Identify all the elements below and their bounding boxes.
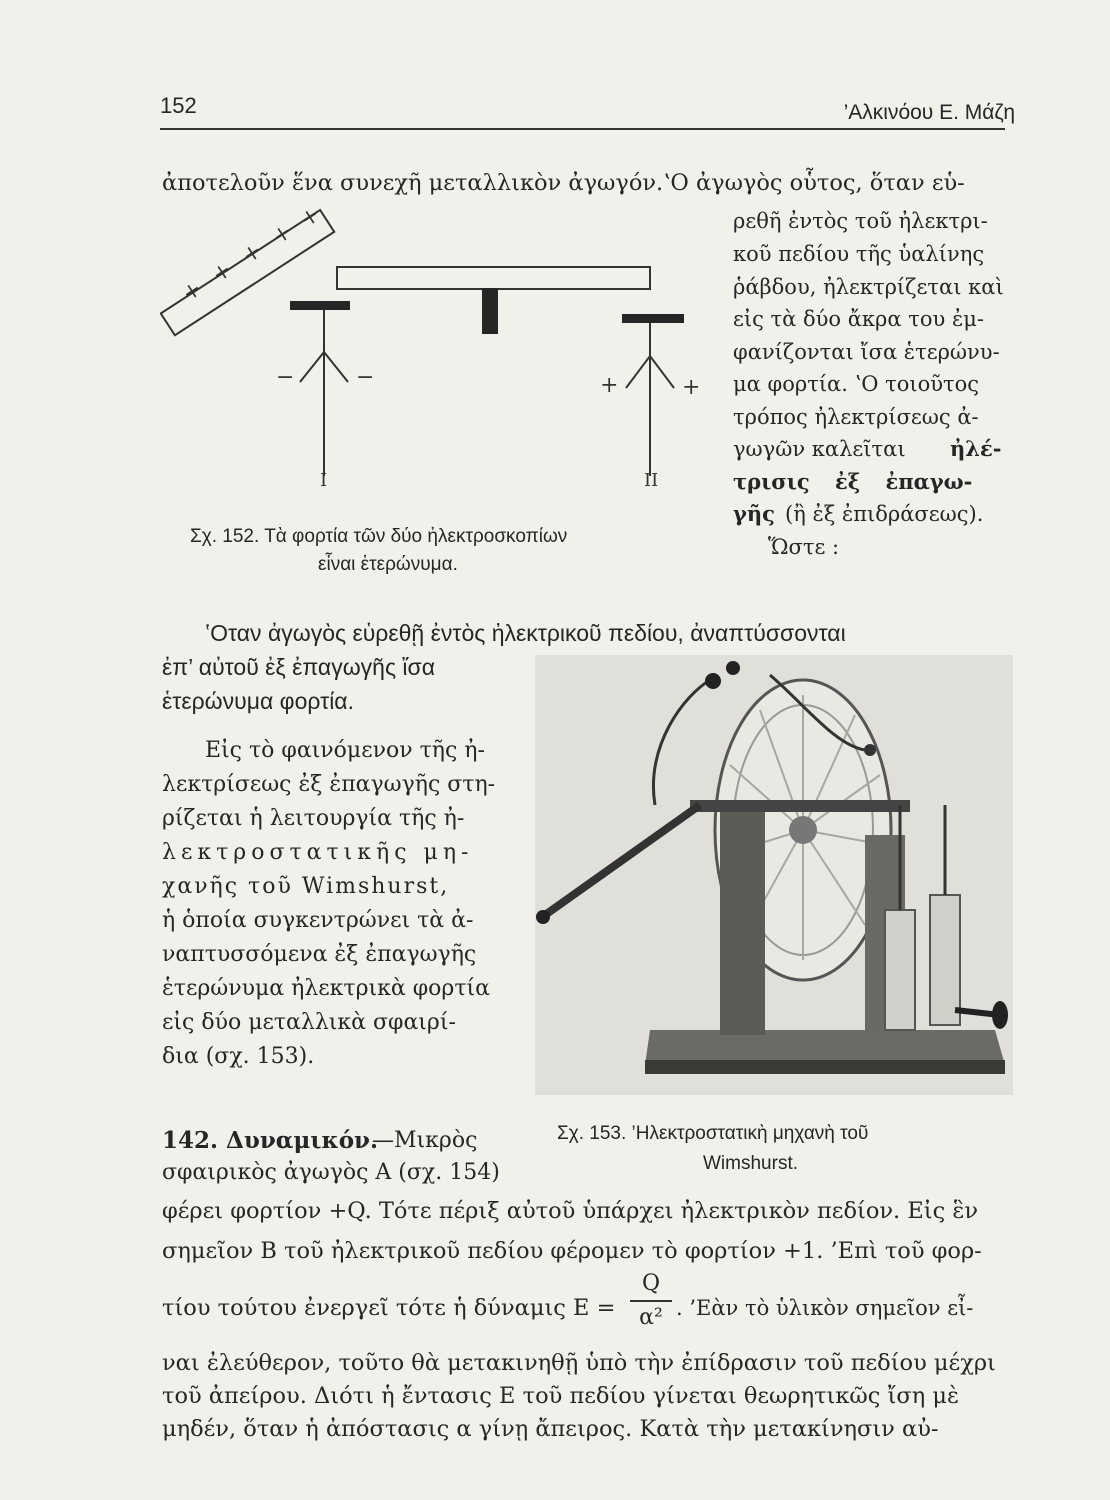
term-bold: γῆς [733,501,775,526]
section-line: σφαιρικὸς ἀγωγὸς Α (σχ. 154) [162,1160,500,1185]
label-II: II [644,470,659,491]
opening-line: ἀποτελοῦν ἕνα συνεχῆ μεταλλικὸν ἀγωγόν.ʽΟ ἀγωγὸς οὗτος, ὅταν εὑ- [162,170,965,196]
side-text-line: Ὥστε : [768,535,840,559]
figure-152-caption: Σχ. 152. Τὰ φορτία τῶν δύο ἠλεκτροσκοπίων [190,526,568,547]
svg-text:+: + [207,257,237,289]
figure-152-electroscopes [160,200,700,500]
section-line: μηδέν, ὅταν ἡ ἀπόστασις α γίνῃ ἄπειρος. Κατὰ τὴν μετακίνησιν αὐ- [162,1416,939,1442]
insulating-stand [482,288,498,334]
paragraph-line: ρίζεται ἡ λειτουργία τῆς ἠ- [162,806,465,831]
section-line: τοῦ ἀπείρου. Διότι ἡ ἔντασις Ε τοῦ πεδίου γίνεται θεωρητικῶς ἴση μὲ [162,1383,960,1409]
side-text-line: τρόπος ἠλεκτρίσεως ἀ- [733,405,979,429]
formula-fraction [630,1270,672,1332]
figure-153-caption: Σχ. 153. ’Ηλεκτροστατικὴ μηχανὴ τοῦ [557,1123,869,1144]
figure-153-caption: Wimshurst. [703,1153,798,1174]
svg-text:+: + [177,276,207,308]
section-heading: 142. Δυναμικόν. [162,1127,378,1154]
formula-denominator: α² [639,1305,663,1330]
section-line: φέρει φορτίον +Q. Τότε πέριξ αὐτοῦ ὑπάρχει ἠλεκτρικὸν πεδίον. Εἰς ἓν [162,1198,979,1224]
label-I: I [320,470,328,491]
formula-tail: . ’Εὰν τὸ ὑλικὸν σημεῖον εἶ- [676,1296,974,1320]
side-text-line: εἰς τὰ δύο ἄκρα του ἐμ- [733,307,984,331]
plus-sign: + [682,375,700,400]
principle-line: ἐπ’ αὐτοῦ ἐξ ἐπαγωγῆς ἴσα [162,654,436,680]
paragraph-line: χανῆς τοῦ Wimshurst, [162,874,450,899]
figure-153-wimshurst-machine [535,655,1013,1095]
running-head: ’Αλκινόου Ε. Μάζη [843,101,1015,124]
side-text-line: κοῦ πεδίου τῆς ὑαλίνης [733,242,985,266]
side-text-line: (ἢ ἐξ ἐπιδράσεως). [785,502,984,526]
section-line: —Μικρὸς [372,1128,478,1153]
glass-rod [161,202,335,335]
svg-text:+: + [295,202,325,234]
page-number: 152 [160,93,197,118]
header-rule [160,128,1005,130]
paragraph-line: ἡ ὁποία συγκεντρώνει τὰ ἀ- [162,908,474,933]
formula-lead: τίου τούτου ἐνεργεῖ τότε ἡ δύναμις Ε = [162,1295,616,1321]
paragraph-line: Εἰς τὸ φαινόμενον τῆς ἠ- [205,738,485,763]
side-text-line: ρεθῆ ἐντὸς τοῦ ἠλεκτρι- [733,209,988,233]
side-text-line: μα φορτία. ʽΟ τοιοῦτος [733,372,980,396]
side-text-line: ῥάβδου, ἠλεκτρίζεται καὶ [733,275,1004,299]
fraction-bar [630,1300,672,1302]
svg-text:+: + [267,219,297,251]
side-text-line: φανίζονται ἴσα ἑτερώνυ- [733,340,1000,364]
section-line: ναι ἐλεύθερον, τοῦτο θὰ μετακινηθῇ ὑπὸ τὴν ἐπίδρασιν τοῦ πεδίου μέχρι [162,1350,996,1376]
term-bold: ἠλέ- [950,436,1002,461]
section-line: σημεῖον Β τοῦ ἠλεκτρικοῦ πεδίου φέρομεν τὸ φορτίον +1. ’Επὶ τοῦ φορ- [162,1238,982,1264]
side-text-line: γωγῶν καλεῖται [733,437,906,461]
paragraph-line: εἰς δύο μεταλλικὰ σφαιρί- [162,1010,456,1035]
paragraph-line: λεκτρίσεως ἐξ ἐπαγωγῆς στη- [162,772,496,797]
electroscope-II-plate [622,314,684,323]
paragraph-line: δια (σχ. 153). [162,1044,315,1069]
svg-text:+: + [237,238,267,270]
minus-sign: − [356,365,375,390]
principle-line: ʽΟταν ἀγωγὸς εὑρεθῇ ἐντὸς ἠλεκτρικοῦ πεδίου, ἀναπτύσσονται [205,620,846,646]
minus-sign: − [276,365,295,390]
formula-numerator: Q [641,1271,661,1296]
paragraph-line: λεκτροστατικῆς μη- [162,840,474,865]
conductor-bar [337,267,650,289]
figure-152-caption: εἶναι ἑτερώνυμα. [318,554,458,575]
plus-sign: + [600,373,619,398]
paragraph-line: ναπτυσσόμενα ἐξ ἐπαγωγῆς [162,942,477,967]
paragraph-line: ἑτερώνυμα ἠλεκτρικὰ φορτία [162,976,490,1001]
term-bold: τρισις ἐξ ἐπαγω- [733,469,973,494]
principle-line: ἑτερώνυμα φορτία. [162,688,354,714]
electroscope-I-plate [290,301,350,310]
